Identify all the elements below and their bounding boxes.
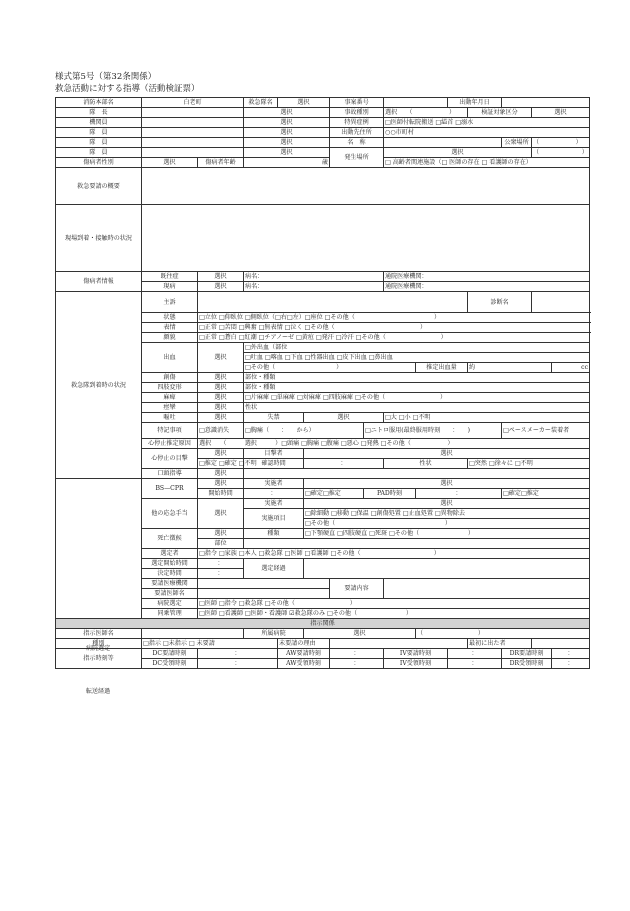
bleed-external[interactable]: □外出血（部位	[244, 343, 590, 353]
row-trans-2: 要請医師名	[56, 589, 590, 599]
pad-time[interactable]: ：	[416, 489, 502, 499]
row-hosp-2: 選定開始時間 ： 選定経過	[56, 559, 590, 569]
sel-start-time[interactable]: ：	[198, 559, 244, 569]
special-d[interactable]: □ペースメーカー装着者	[502, 423, 590, 439]
bleed-types[interactable]: □吐血 □喀血 □下血 □性器出血 □皮下出血 □鼻出血	[244, 353, 590, 363]
row-arrival: 現場到着・接触時の状況	[56, 205, 590, 272]
row-instr-band: 指示関係	[56, 619, 590, 629]
case-number-field[interactable]	[384, 98, 448, 108]
row-hosp-3: 決定時間 ：	[56, 569, 590, 579]
member2-select[interactable]: 選択	[244, 138, 330, 148]
row-color: 顔貌 □正常 □蒼白 □紅潮 □チアノーゼ □黄疸 □発汗 □冷汗 □その他（ ）	[56, 333, 590, 343]
dispatch-address[interactable]: ○○市町村	[384, 128, 590, 138]
captain-name[interactable]	[142, 108, 244, 118]
row-instr-t2: DC受領時刻 ： AW受領時刻 ： IV受領時刻 ： DR受領時刻 ：	[56, 659, 590, 669]
affil-select[interactable]: 選択	[304, 629, 416, 639]
other-impl-select[interactable]: 選択	[304, 499, 590, 509]
sel-end-time[interactable]: ：	[198, 569, 244, 579]
dc-rcv-time[interactable]: ：	[198, 659, 278, 669]
row-member-1: 隊 員 選択 出動先住所 ○○市町村	[56, 128, 590, 138]
deform-select[interactable]: 選択	[198, 383, 244, 393]
onset-checks[interactable]: □突然 □徐々に □不明	[468, 459, 590, 469]
death-part-field[interactable]	[244, 539, 590, 549]
row-patient-curr: 現病 選択 病名： 通院医療機関：	[56, 282, 590, 292]
color-checks[interactable]: □正常 □蒼白 □紅潮 □チアノーゼ □黄疸 □発汗 □冷汗 □その他（ ）	[198, 333, 590, 343]
bleed-other[interactable]: □その他（ ）	[244, 363, 416, 373]
complaint-field[interactable]	[198, 292, 468, 313]
death-select[interactable]: 選択	[198, 529, 244, 539]
other-items-other[interactable]: □その他（ ）	[304, 519, 590, 529]
row-instr-doc: 指示医師名 所属病院 選択 （ ）	[56, 629, 590, 639]
past-select[interactable]: 選択	[198, 272, 244, 282]
special-a[interactable]: □意識消失	[198, 423, 244, 439]
curr-select[interactable]: 選択	[198, 282, 244, 292]
member2-name[interactable]	[142, 138, 244, 148]
team-select[interactable]: 選択	[278, 98, 330, 108]
selector-checks[interactable]: □指令 □家族 □本人 □救急隊 □医師 □看護師 □その他（ ）	[198, 549, 590, 559]
dr-req-time[interactable]: ：	[552, 649, 590, 659]
row-death-1: 死亡徴候 選択 種類 □下顎硬直 □四肢硬直 □死斑 □その他（ ）	[56, 529, 590, 539]
row-other-1: 他の応急手当 選択 実施者 選択	[56, 499, 590, 509]
form-title: 救急活動に対する指導（活動検証票）	[55, 84, 200, 94]
row-complaint: 救急隊到着時の状況 主訴 診断名	[56, 292, 590, 313]
location-other[interactable]: （ ）	[533, 149, 588, 156]
bscpr-impl-select[interactable]: 選択	[304, 479, 590, 489]
dispatch-date-field[interactable]	[502, 98, 590, 108]
oral-select[interactable]: 選択	[198, 469, 244, 479]
bleed-select[interactable]: 選択	[198, 343, 244, 373]
accident-type-select[interactable]: 選択 （ ）	[384, 108, 468, 118]
confirm-time[interactable]: ：	[304, 459, 384, 469]
cpa-select[interactable]: 選択	[198, 449, 244, 459]
special-case-checks[interactable]: □医師付転院搬送 □縊首 □溺水	[384, 118, 590, 128]
row-bscpr-1: BS—CPR 選択 実施者 選択	[56, 479, 590, 489]
dr-rcv-time[interactable]: ：	[552, 659, 590, 669]
row-bscpr-2: 開始時間 ： □確定□推定 PAD時刻 ： □確定□推定	[56, 489, 590, 499]
row-death-2: 部位	[56, 539, 590, 549]
row-pose: 状態 □立位 □仰臥位 □側臥位（□右□左）□座位 □その他（ ）	[56, 313, 590, 323]
arrival-field[interactable]	[142, 205, 590, 272]
member3-name[interactable]	[142, 148, 244, 158]
row-cpa-witness-1: 心停止の目撃 選択 目撃者 選択	[56, 449, 590, 459]
row-seize: 痙攣 選択 性状	[56, 403, 590, 413]
sex-select[interactable]: 選択	[142, 158, 198, 168]
kind-checks[interactable]: □指示 □未指示 □ 未要請	[142, 639, 278, 649]
ride-checks[interactable]: □医師 □看護師 □医師・看護師 ☑救急隊のみ □その他（ ）	[198, 609, 590, 619]
special-b[interactable]: □胸痛（ ： から）	[244, 423, 364, 439]
witness-select[interactable]: 選択	[304, 449, 590, 459]
row-hosp-1: 選定者 □指令 □家族 □本人 □救急隊 □医師 □看護師 □その他（ ）	[56, 549, 590, 559]
cpa-confirm-checks[interactable]: □推定 □確定 □不明	[199, 460, 257, 467]
driver-name[interactable]	[142, 118, 244, 128]
affil-other[interactable]: （ ）	[416, 629, 590, 639]
row-member-2: 隊 員 選択 名 称 公衆場所 （ ）	[56, 138, 590, 148]
deform-detail[interactable]: 部位・種類	[244, 383, 590, 393]
dc-req-time[interactable]: ：	[198, 649, 278, 659]
row-trans-4: 同乗管理 □医師 □看護師 □医師・看護師 ☑救急隊のみ □その他（ ）	[56, 609, 590, 619]
row-captain: 隊 長 選択 事故種別 選択 （ ） 検証対象区分 選択	[56, 108, 590, 118]
death-checks[interactable]: □下顎硬直 □四肢硬直 □死斑 □その他（ ）	[304, 529, 590, 539]
paral-select[interactable]: 選択	[198, 393, 244, 403]
other-select[interactable]: 選択	[198, 499, 244, 529]
curr-disease[interactable]: 病名：	[244, 282, 384, 292]
wound-detail[interactable]: 部位・種類	[244, 373, 590, 383]
curr-hospital[interactable]: 通院医療機関：	[384, 282, 590, 292]
hosp-label: 病院選定	[85, 645, 111, 652]
wound-select[interactable]: 選択	[198, 373, 244, 383]
row-driver: 機関員 選択 特異症例 □医師付転院搬送 □縊首 □溺水	[56, 118, 590, 128]
verify-class-select[interactable]: 選択	[532, 108, 590, 118]
row-fire-dept: 消防本部名 白老町 救急隊名 選択 事案番号 出動年月日	[56, 98, 590, 108]
place-name-field[interactable]	[384, 138, 502, 148]
row-cpa-cause: 心停止推定原因 選択 （ 選択 ）□頭痛 □胸痛 □腹痛 □悪心 □発熱 □その他（ ）	[56, 439, 590, 449]
row-bleed-1: 出血 選択 □外出血（部位	[56, 343, 590, 353]
captain-select[interactable]: 選択	[244, 108, 330, 118]
row-member-3: 隊 員 選択 発生場所 選択 （ ）	[56, 148, 590, 158]
row-overview: 救急要請の概要	[56, 168, 590, 205]
overview-field[interactable]	[142, 168, 590, 205]
incont-select[interactable]: 選択	[304, 413, 384, 423]
seize-nature[interactable]: 性状	[244, 403, 590, 413]
special-c[interactable]: □ニトロ服用(最終服用時刻 ： )	[364, 423, 502, 439]
diagnosis-field[interactable]	[532, 292, 590, 313]
instr-doctor-field[interactable]	[142, 629, 244, 639]
bleed-amount[interactable]: 約	[468, 363, 552, 373]
member1-select[interactable]: 選択	[244, 128, 330, 138]
req-hospital-field[interactable]	[198, 579, 330, 589]
row-sex-age: 傷病者性別 選択 傷病者年齢 歳 □ 高齢者関連施設（□ 医師の存在 □ 看護師の存在）	[56, 158, 590, 168]
pad-checks[interactable]: □確定□推定	[502, 489, 590, 499]
cpa-cause[interactable]: 選択 （ 選択 ）□頭痛 □胸痛 □腹痛 □悪心 □発熱 □その他（ ）	[198, 439, 590, 449]
location-select[interactable]: 選択	[384, 148, 532, 158]
req-content-field[interactable]	[384, 579, 590, 599]
age-field[interactable]: 歳	[244, 158, 330, 168]
req-doctor-field[interactable]	[198, 589, 330, 599]
aw-req-time[interactable]: ：	[330, 649, 384, 659]
other-items-checks[interactable]: □除細動 □移動 □保温 □創傷処置 □止血処置 □異物除去	[304, 509, 590, 519]
row-wound: 創傷 選択 部位・種類	[56, 373, 590, 383]
trans-sel-checks[interactable]: □医師 □指令 □救急隊 □その他（ ）	[198, 599, 590, 609]
incont-size[interactable]: □大 □小 □不明	[384, 413, 590, 423]
reason-field[interactable]	[330, 639, 468, 649]
verification-form	[55, 97, 590, 669]
row-oral: 口頭指導 選択	[56, 469, 590, 479]
seize-select[interactable]: 選択	[198, 403, 244, 413]
row-trans-3: 病院選定 □医師 □指令 □救急隊 □その他（ ）	[56, 599, 590, 609]
row-paral: 麻痺 選択 □片麻痺 □単麻痺 □対麻痺 □四肢麻痺 □その他（ ）	[56, 393, 590, 403]
row-patient-past: 傷病者情報 既往症 選択 病名： 通院医療機関：	[56, 272, 590, 282]
row-bleed-3: □その他（ ） 推定出血量 約 cc	[245, 364, 588, 371]
past-hospital[interactable]: 通院医療機関：	[384, 272, 590, 282]
aw-rcv-time[interactable]: ：	[330, 659, 384, 669]
bscpr-start-time[interactable]: ：	[244, 489, 304, 499]
transfer-label: 転送経過	[85, 688, 111, 695]
vomit-select[interactable]: 選択	[198, 413, 244, 423]
row-instr-t1: 指示時刻等 DC要請時刻 ： AW要請時刻 ： IV要請時刻 ： DR要請時刻 ：	[56, 649, 590, 659]
bscpr-select[interactable]: 選択	[198, 479, 244, 489]
driver-select[interactable]: 選択	[244, 118, 330, 128]
face-checks[interactable]: □正常 □苦悶 □興奮 □無表情 □泣く □その他（ ）	[198, 323, 590, 333]
member3-select[interactable]: 選択	[244, 148, 330, 158]
member1-name[interactable]	[142, 128, 244, 138]
row-deform: 四肢変形 選択 部位・種類	[56, 383, 590, 393]
row-trans-1: 要請医療機関 要請内容	[56, 579, 590, 589]
row-face: 表情 □正常 □苦悶 □興奮 □無表情 □泣く □その他（ ）	[56, 323, 590, 333]
form-number: 様式第5号（第32条関係）	[55, 72, 157, 82]
past-disease[interactable]: 病名：	[244, 272, 384, 282]
row-cpa-witness-2: □推定 □確定 □不明 確認時間 ： 性状 □突然 □徐々に □不明	[56, 459, 590, 469]
row-special: 特記事項 □意識消失 □胸痛（ ： から） □ニトロ服用(最終服用時刻 ： ) □ペースメーカー装着者	[56, 423, 590, 439]
row-other-2: 実施項目 □除細動 □移動 □保温 □創傷処置 □止血処置 □異物除去	[56, 509, 590, 519]
iv-req-time[interactable]: ：	[448, 649, 502, 659]
elder-facility-checks[interactable]: □ 高齢者関連施設（□ 医師の存在 □ 看護師の存在）	[384, 158, 590, 168]
first-field[interactable]	[532, 639, 590, 649]
public-place-field[interactable]: （ ）	[532, 138, 590, 148]
iv-rcv-time[interactable]: ：	[448, 659, 502, 669]
route-field[interactable]	[304, 559, 590, 579]
oral-field[interactable]	[244, 469, 590, 479]
pose-checks[interactable]: □立位 □仰臥位 □側臥位（□右□左）□座位 □その他（ ）	[198, 313, 590, 323]
bscpr-start-checks[interactable]: □確定□推定	[304, 489, 364, 499]
row-instr-kind: 種別 □指示 □未指示 □ 未要請 未要請の理由 最初に出た者	[56, 639, 590, 649]
row-vomit: 嘔吐 選択 失禁 選択 □大 □小 □不明	[56, 413, 590, 423]
paral-checks[interactable]: □片麻痺 □単麻痺 □対麻痺 □四肢麻痺 □その他（ ）	[244, 393, 590, 403]
